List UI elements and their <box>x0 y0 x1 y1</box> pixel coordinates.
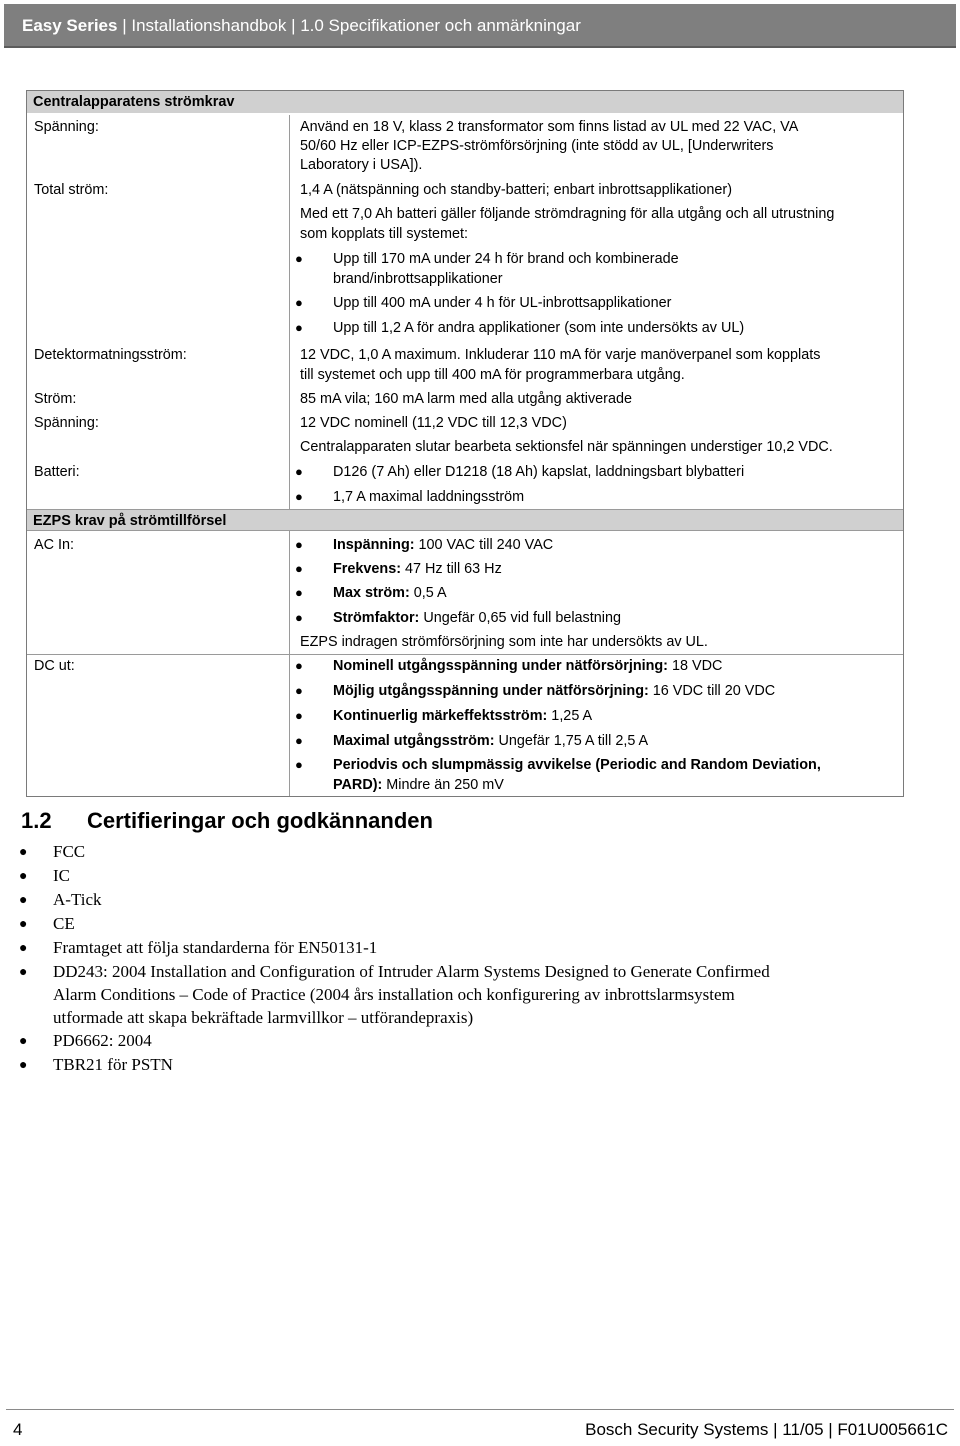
bullet-icon: ● <box>295 585 303 600</box>
cert-item-a-tick: A-Tick <box>53 890 102 909</box>
ac-in-bullet-2-term: Frekvens: <box>333 561 401 577</box>
cert-item-ce: CE <box>53 914 75 933</box>
footer-company-info: Bosch Security Systems | 11/05 | F01U005661C <box>585 1420 948 1439</box>
ac-in-label: AC In: <box>34 537 74 553</box>
bullet-icon: ● <box>19 1056 28 1072</box>
bullet-icon: ● <box>19 867 28 883</box>
ac-in-bullet-1 <box>333 535 553 555</box>
cert-item-ic: IC <box>53 866 70 885</box>
dc-out-bullet-5-term-line-1: Periodvis och slumpmässig avvikelse (Periodic and Random Deviation, <box>333 757 821 773</box>
bullet-icon: ● <box>295 683 303 698</box>
total-current-line-2: Med ett 7,0 Ah batteri gäller följande strömdragning för alla utgång och all utrustning <box>300 206 835 222</box>
dc-out-bullet-5-line-1 <box>333 755 821 775</box>
section-heading <box>21 808 433 834</box>
cert-item-pd6662: PD6662: 2004 <box>53 1031 152 1050</box>
section-header-ezps: EZPS krav på strömtillförsel <box>27 509 903 531</box>
battery-bullet-1: D126 (7 Ah) eller D1218 (18 Ah) kapslat, laddningsbart blybatteri <box>333 464 745 480</box>
voltage2-line-1: 12 VDC nominell (11,2 VDC till 12,3 VDC) <box>300 415 567 431</box>
ac-in-bullet-2-text: 47 Hz till 63 Hz <box>401 561 502 577</box>
ac-in-bullet-3-term: Max ström: <box>333 585 410 601</box>
voltage-value-line-2: 50/60 Hz eller ICP-EZPS-strömförsörjning (inte stödd av UL, [Underwriters <box>300 138 774 154</box>
bullet-icon: ● <box>295 658 303 673</box>
header-separator: | <box>117 16 132 35</box>
dc-out-bullet-4-term: Maximal utgångsström: <box>333 733 495 749</box>
dc-out-label: DC ut: <box>34 658 75 674</box>
header-title: Installationshandbok | 1.0 Specifikationer och anmärkningar <box>131 16 581 35</box>
ac-in-bullet-3-text: 0,5 A <box>409 585 447 601</box>
ac-in-bullet-2 <box>333 559 502 579</box>
bullet-icon: ● <box>295 733 303 748</box>
total-current-line-1: 1,4 A (nätspänning och standby-batteri; enbart inbrottsapplikationer) <box>300 182 732 198</box>
battery-bullet-2: 1,7 A maximal laddningsström <box>333 489 525 505</box>
total-current-line-3: som kopplats till systemet: <box>300 226 468 242</box>
total-current-bullet-1-line-2: brand/inbrottsapplikationer <box>333 271 503 287</box>
battery-label: Batteri: <box>34 464 80 480</box>
footer-page-number: 4 <box>13 1420 23 1439</box>
dc-out-bullet-1-text: 18 VDC <box>667 658 723 674</box>
bullet-icon: ● <box>19 843 28 859</box>
bullet-icon: ● <box>295 561 303 576</box>
bullet-icon: ● <box>295 251 303 266</box>
bullet-icon: ● <box>19 939 28 955</box>
voltage-value-line-3: Laboratory i USA]). <box>300 157 423 173</box>
dc-out-bullet-3 <box>333 706 592 726</box>
section-number: 1.2 <box>21 808 52 833</box>
cert-item-tbr21: TBR21 för PSTN <box>53 1055 173 1074</box>
bullet-icon: ● <box>295 757 303 772</box>
footer-divider <box>6 1409 954 1410</box>
spec-table <box>26 90 904 797</box>
cert-item-dd243-line-1: DD243: 2004 Installation and Configuration of Intruder Alarm Systems Designed to Generate Confirmed <box>53 962 770 981</box>
bullet-icon: ● <box>295 320 303 335</box>
ac-in-bullet-3 <box>333 583 447 603</box>
detector-current-line-2: till systemet och upp till 400 mA för programmerbara utgång. <box>300 367 685 383</box>
current-value: 85 mA vila; 160 mA larm med alla utgång aktiverade <box>300 391 632 407</box>
dc-out-bullet-3-term: Kontinuerlig märkeffektsström: <box>333 708 548 724</box>
current-label: Ström: <box>34 391 77 407</box>
bullet-icon: ● <box>295 610 303 625</box>
cert-item-dd243-line-3: utformade att skapa bekräftade larmvillkor – utförandepraxis) <box>53 1008 474 1027</box>
ac-in-bullet-1-term: Inspänning: <box>333 537 415 553</box>
dc-out-bullet-4 <box>333 731 648 751</box>
bullet-icon: ● <box>19 1032 28 1048</box>
bullet-icon: ● <box>19 891 28 907</box>
page-header <box>4 4 956 48</box>
cert-item-en50131: Framtaget att följa standarderna för EN50131-1 <box>53 938 378 957</box>
dc-out-bullet-1 <box>333 656 722 676</box>
total-current-bullet-3: Upp till 1,2 A för andra applikationer (som inte undersökts av UL) <box>333 320 745 336</box>
header-series: Easy Series <box>22 16 118 35</box>
cert-item-dd243-line-2: Alarm Conditions – Code of Practice (2004 års installation och konfigurering av inbrottslarmsystem <box>53 985 735 1004</box>
bullet-icon: ● <box>295 537 303 552</box>
bullet-icon: ● <box>19 963 28 979</box>
bullet-icon: ● <box>295 295 303 310</box>
dc-out-bullet-2 <box>333 681 775 701</box>
dc-out-bullet-5-line-2 <box>333 775 504 795</box>
cert-item-fcc: FCC <box>53 842 86 861</box>
dc-out-bullet-5-text: Mindre än 250 mV <box>382 777 504 793</box>
voltage2-label: Spänning: <box>34 415 99 431</box>
dc-out-bullet-1-term: Nominell utgångsspänning under nätförsörjning: <box>333 658 668 674</box>
voltage-label: Spänning: <box>34 119 99 135</box>
voltage2-line-2: Centralapparaten slutar bearbeta sektionsfel när spänningen understiger 10,2 VDC. <box>300 439 833 455</box>
total-current-bullet-2: Upp till 400 mA under 4 h för UL-inbrottsapplikationer <box>333 295 672 311</box>
dc-out-bullet-4-text: Ungefär 1,75 A till 2,5 A <box>494 733 649 749</box>
bullet-icon: ● <box>19 915 28 931</box>
ac-in-bullet-1-text: 100 VAC till 240 VAC <box>414 537 554 553</box>
dc-out-bullet-2-term: Möjlig utgångsspänning under nätförsörjning: <box>333 683 649 699</box>
dc-out-bullet-2-text: 16 VDC till 20 VDC <box>648 683 776 699</box>
section-header-power-requirements: Centralapparatens strömkrav <box>27 91 903 113</box>
ac-in-bullet-4 <box>333 608 621 628</box>
row-divider <box>27 654 903 655</box>
header-title-line <box>22 16 581 36</box>
bullet-icon: ● <box>295 489 303 504</box>
ac-in-note: EZPS indragen strömförsörjning som inte har undersökts av UL. <box>300 634 708 650</box>
dc-out-bullet-5-term-line-2: PARD): <box>333 777 383 793</box>
total-current-bullet-1-line-1: Upp till 170 mA under 24 h för brand och kombinerade <box>333 251 679 267</box>
detector-current-label: Detektormatningsström: <box>34 347 187 363</box>
section-title: Certifieringar och godkännanden <box>87 808 433 833</box>
total-current-label: Total ström: <box>34 182 109 198</box>
bullet-icon: ● <box>295 464 303 479</box>
ac-in-bullet-4-text: Ungefär 0,65 vid full belastning <box>419 610 621 626</box>
dc-out-bullet-3-text: 1,25 A <box>547 708 593 724</box>
bullet-icon: ● <box>295 708 303 723</box>
detector-current-line-1: 12 VDC, 1,0 A maximum. Inkluderar 110 mA för varje manöverpanel som kopplats <box>300 347 821 363</box>
ac-in-bullet-4-term: Strömfaktor: <box>333 610 420 626</box>
table-column-divider <box>289 115 290 796</box>
voltage-value-line-1: Använd en 18 V, klass 2 transformator som finns listad av UL med 22 VAC, VA <box>300 119 799 135</box>
